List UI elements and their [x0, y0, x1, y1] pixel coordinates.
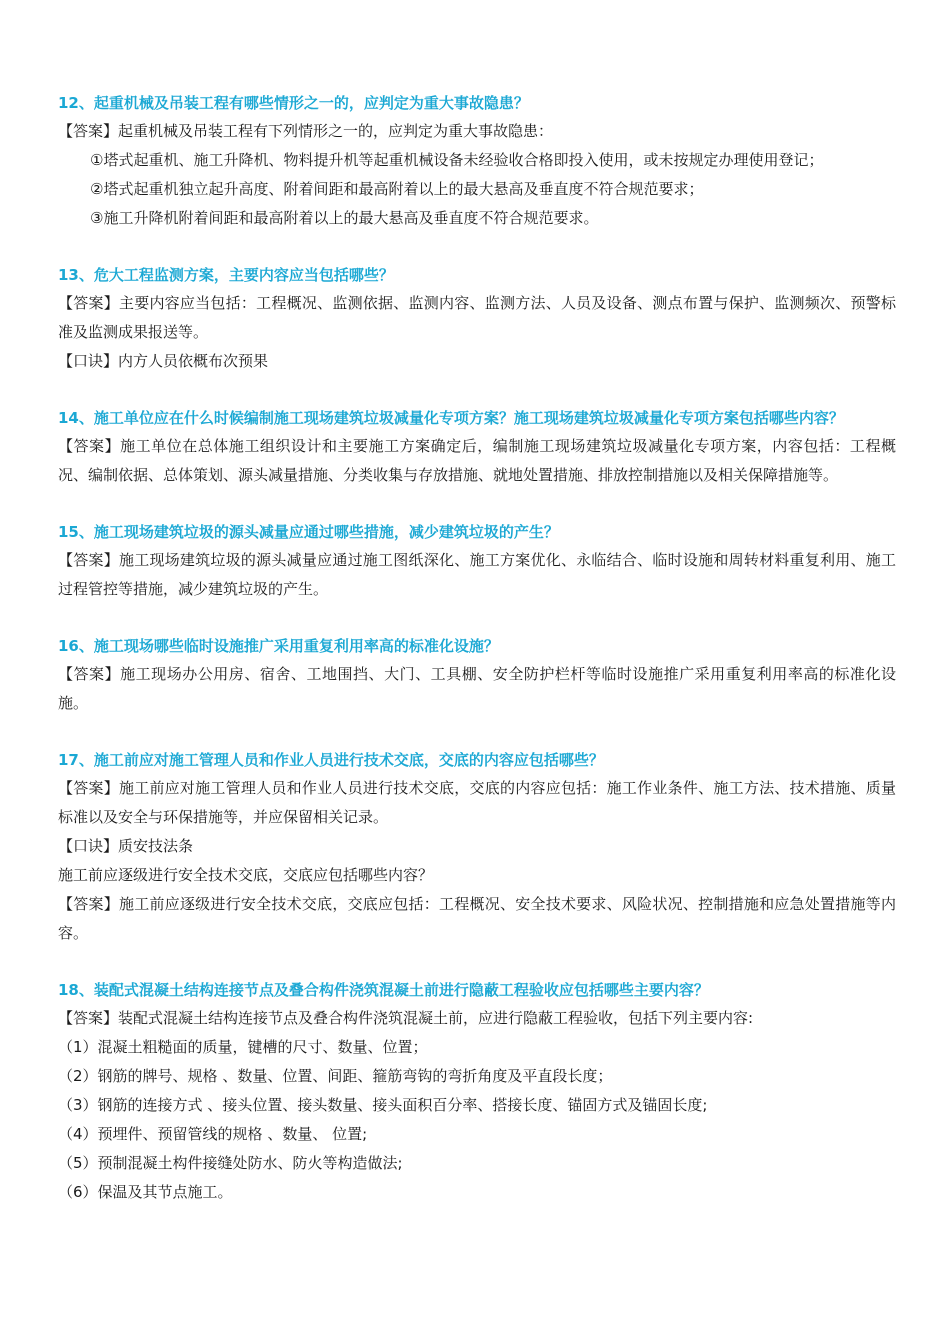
question-heading: 16、施工现场哪些临时设施推广采用重复利用率高的标准化设施？ [58, 637, 499, 655]
answer-point: ①塔式起重机、施工升降机、物料提升机等起重机械设备未经验收合格即投入使用，或未按规定办理使用登记； [90, 151, 824, 169]
answer-text: 【答案】施工单位在总体施工组织设计和主要施工方案确定后，编制施工现场建筑垃圾减量化专项方案，内容包括：工程概况、编制依据、总体策划、源头减量措施、分类收集与存放措施、就地处置措施、排放控制措施以及相关保障措施等。 [58, 437, 896, 484]
question-heading: 15、施工现场建筑垃圾的源头减量应通过哪些措施，减少建筑垃圾的产生？ [58, 523, 559, 541]
qa-block-17 [58, 746, 896, 948]
answer-point: （6）保温及其节点施工。 [58, 1183, 233, 1201]
answer-point: （1）混凝土粗糙面的质量，键槽的尺寸、数量、位置； [58, 1038, 428, 1056]
question-heading: 13、危大工程监测方案，主要内容应当包括哪些？ [58, 266, 394, 284]
mnemonic-text: 【口诀】内方人员依概布次预果 [58, 352, 269, 370]
question-heading: 12、起重机械及吊装工程有哪些情形之一的，应判定为重大事故隐患？ [58, 94, 529, 112]
answer-point: ③施工升降机附着间距和最高附着以上的最大悬高及垂直度不符合规范要求。 [90, 209, 599, 227]
sub-question-text: 施工前应逐级进行安全技术交底，交底应包括哪些内容？ [58, 866, 434, 884]
sub-answer-text: 【答案】施工前应逐级进行安全技术交底，交底应包括：工程概况、安全技术要求、风险状况、控制措施和应急处置措施等内容。 [58, 895, 896, 942]
answer-text: 【答案】主要内容应当包括：工程概况、监测依据、监测内容、监测方法、人员及设备、测点布置与保护、监测频次、预警标准及监测成果报送等。 [58, 294, 896, 341]
answer-point: （5）预制混凝土构件接缝处防水、防火等构造做法; [58, 1154, 403, 1172]
answer-point: ②塔式起重机独立起升高度、附着间距和最高附着以上的最大悬高及垂直度不符合规范要求； [90, 180, 704, 198]
answer-text: 【答案】施工现场建筑垃圾的源头减量应通过施工图纸深化、施工方案优化、永临结合、临时设施和周转材料重复利用、施工过程管控等措施，减少建筑垃圾的产生。 [58, 551, 896, 598]
document-page [58, 89, 896, 1207]
qa-block-16 [58, 632, 896, 718]
answer-point: （2）钢筋的牌号、规格 、数量、位置、间距、箍筋弯钩的弯折角度及平直段长度； [58, 1067, 613, 1085]
answer-text: 【答案】装配式混凝土结构连接节点及叠合构件浇筑混凝土前，应进行隐蔽工程验收，包括下列主要内容: [58, 1009, 754, 1027]
answer-text: 【答案】起重机械及吊装工程有下列情形之一的，应判定为重大事故隐患： [58, 122, 554, 140]
qa-block-12 [58, 89, 896, 233]
qa-block-13 [58, 261, 896, 376]
answer-text: 【答案】施工前应对施工管理人员和作业人员进行技术交底，交底的内容应包括：施工作业条件、施工方法、技术措施、质量标准以及安全与环保措施等，并应保留相关记录。 [58, 779, 896, 826]
question-heading: 17、施工前应对施工管理人员和作业人员进行技术交底，交底的内容应包括哪些？ [58, 751, 604, 769]
answer-point: （4）预埋件、预留管线的规格 、数量、 位置; [58, 1125, 368, 1143]
qa-block-15 [58, 518, 896, 604]
answer-text: 【答案】施工现场办公用房、宿舍、工地围挡、大门、工具棚、安全防护栏杆等临时设施推广采用重复利用率高的标准化设施。 [58, 665, 896, 712]
mnemonic-text: 【口诀】质安技法条 [58, 837, 194, 855]
question-heading: 14、施工单位应在什么时候编制施工现场建筑垃圾减量化专项方案？施工现场建筑垃圾减量化专项方案包括哪些内容？ [58, 409, 844, 427]
question-heading: 18、装配式混凝土结构连接节点及叠合构件浇筑混凝土前进行隐蔽工程验收应包括哪些主要内容？ [58, 981, 709, 999]
qa-block-14 [58, 404, 896, 490]
answer-point: （3）钢筋的连接方式 、接头位置、接头数量、接头面积百分率、搭接长度、锚固方式及锚固长度; [58, 1096, 708, 1114]
qa-block-18 [58, 976, 896, 1207]
